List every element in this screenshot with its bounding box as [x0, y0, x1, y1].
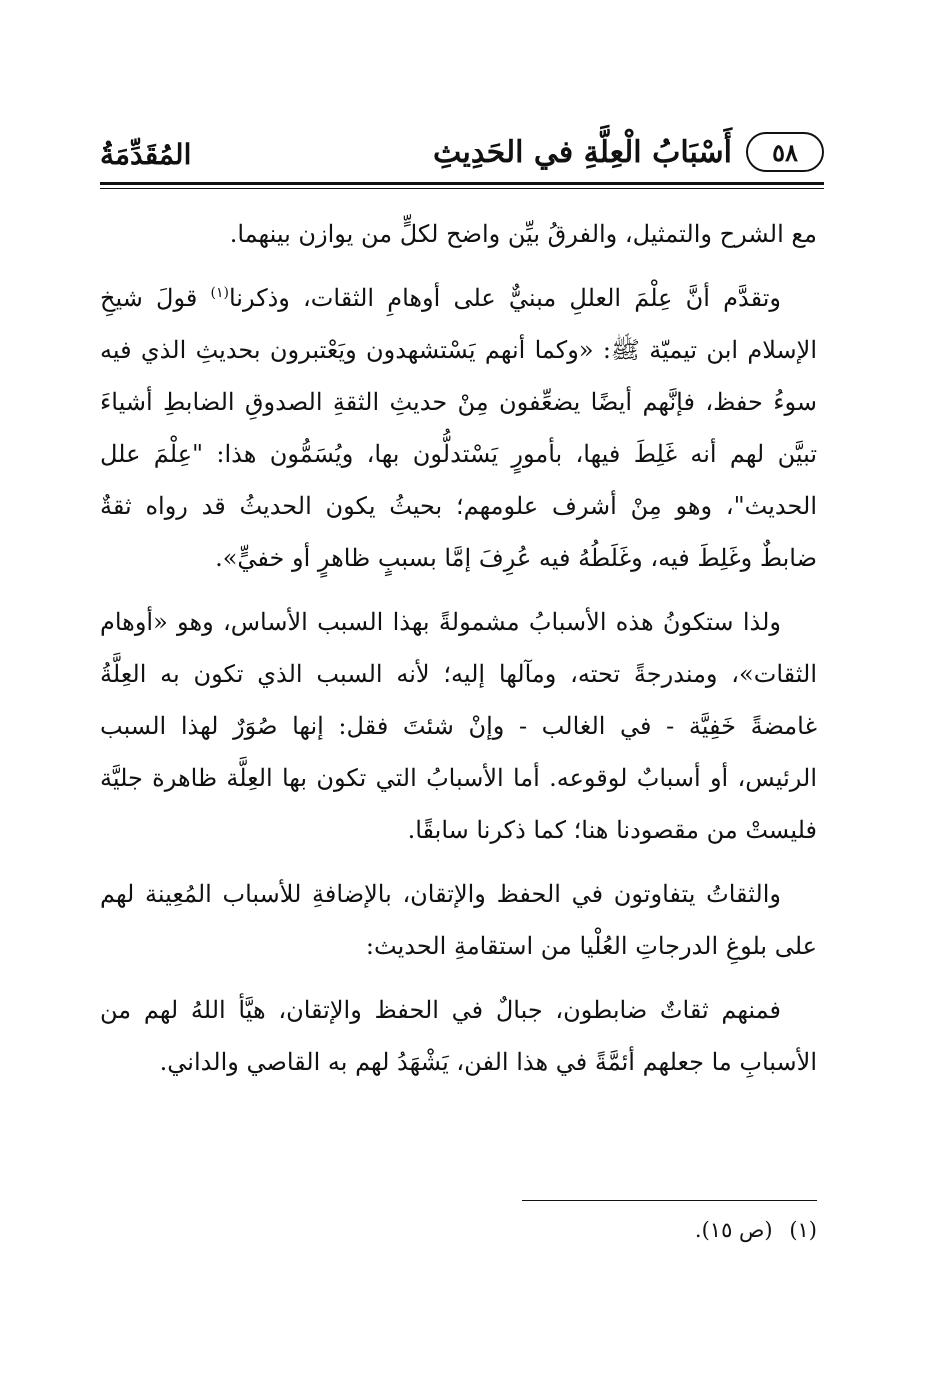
paragraph-4: والثقاتُ يتفاوتون في الحفظ والإتقان، بالإضافةِ للأسباب المُعِينة لهم على بلوغِ الدرجاتِ العُلْيا من استقامةِ الحديث: — [100, 880, 817, 960]
header-divider-thin — [100, 188, 824, 189]
paragraph-3: ولذا ستكونُ هذه الأسبابُ مشمولةً بهذا السبب الأساس، وهو «أوهام الثقات»، ومندرجةً تحته، ومآلها إليه؛ لأنه السبب الذي تكون به العِلَّةُ غامضةً خَفِيَّة - في الغالب - وإنْ شئتَ فقل: إنها صُوَرٌ لهذا السبب الرئيس، أو أسبابٌ لوقوعه. أما الأسبابُ التي تكون بها العِلَّة ظاهرة جليَّة فليستْ من مقصودنا هنا؛ كما ذكرنا سابقًا. — [100, 608, 817, 844]
footnote-text: (ص ١٥). — [694, 1218, 773, 1242]
paragraph-2-part-2: قولَ شيخِ الإسلام ابن تيميّة ﷺ: «وكما أنهم يَسْتشهدون ويَعْتبرون بحديثِ الذي فيه سوءُ حفظ، فإنَّهم أيضًا يضعِّفون مِنْ حديثِ الثقةِ الصدوقِ الضابطِ أشياءَ تبيَّن لهم أنه غَلِطَ فيها، بأمورٍ يَسْتدلُّون بها، ويُسَمُّون هذا: "عِلْمَ علل الحديث"، وهو مِنْ أشرف علومهم؛ بحيثُ يكون الحديثُ قد رواه ثقةٌ ضابطٌ وغَلِطَ فيه، وغَلَطُهُ فيه عُرِفَ إمَّا بسببٍ ظاهرٍ أو خفيٍّ». — [100, 284, 817, 572]
footnote-divider — [522, 1200, 817, 1201]
footnote-reference[interactable]: (١) — [210, 285, 229, 301]
paragraph-5: فمنهم ثقاتٌ ضابطون، جبالٌ في الحفظ والإتقان، هيَّأ اللهُ لهم من الأسبابِ ما جعلهم أئمَّةً في هذا الفن، يَشْهَدُ لهم به القاصي والداني. — [100, 996, 817, 1076]
paragraph-2 — [100, 272, 817, 584]
page-number: ٥٨ — [746, 132, 824, 172]
book-title: أَسْبَابُ الْعِلَّةِ في الحَدِيثِ — [433, 134, 732, 170]
footnote-mark: (١) — [789, 1218, 817, 1242]
body-text — [100, 208, 817, 1100]
footnote-item — [217, 1212, 817, 1248]
header-title-group — [433, 132, 824, 172]
paragraph-1: مع الشرح والتمثيل، والفرقُ بيِّن واضح لكلٍّ من يوازن بينهما. — [229, 220, 817, 248]
header-divider-thick — [100, 182, 824, 185]
footnotes — [217, 1212, 817, 1248]
page-header — [100, 128, 824, 184]
paragraph-2-part-1: وتقدَّم أنَّ عِلْمَ العللِ مبنيٌّ على أوهامِ الثقات، وذكرنا — [228, 284, 781, 312]
section-title: المُقَدِّمَةُ — [100, 138, 192, 171]
